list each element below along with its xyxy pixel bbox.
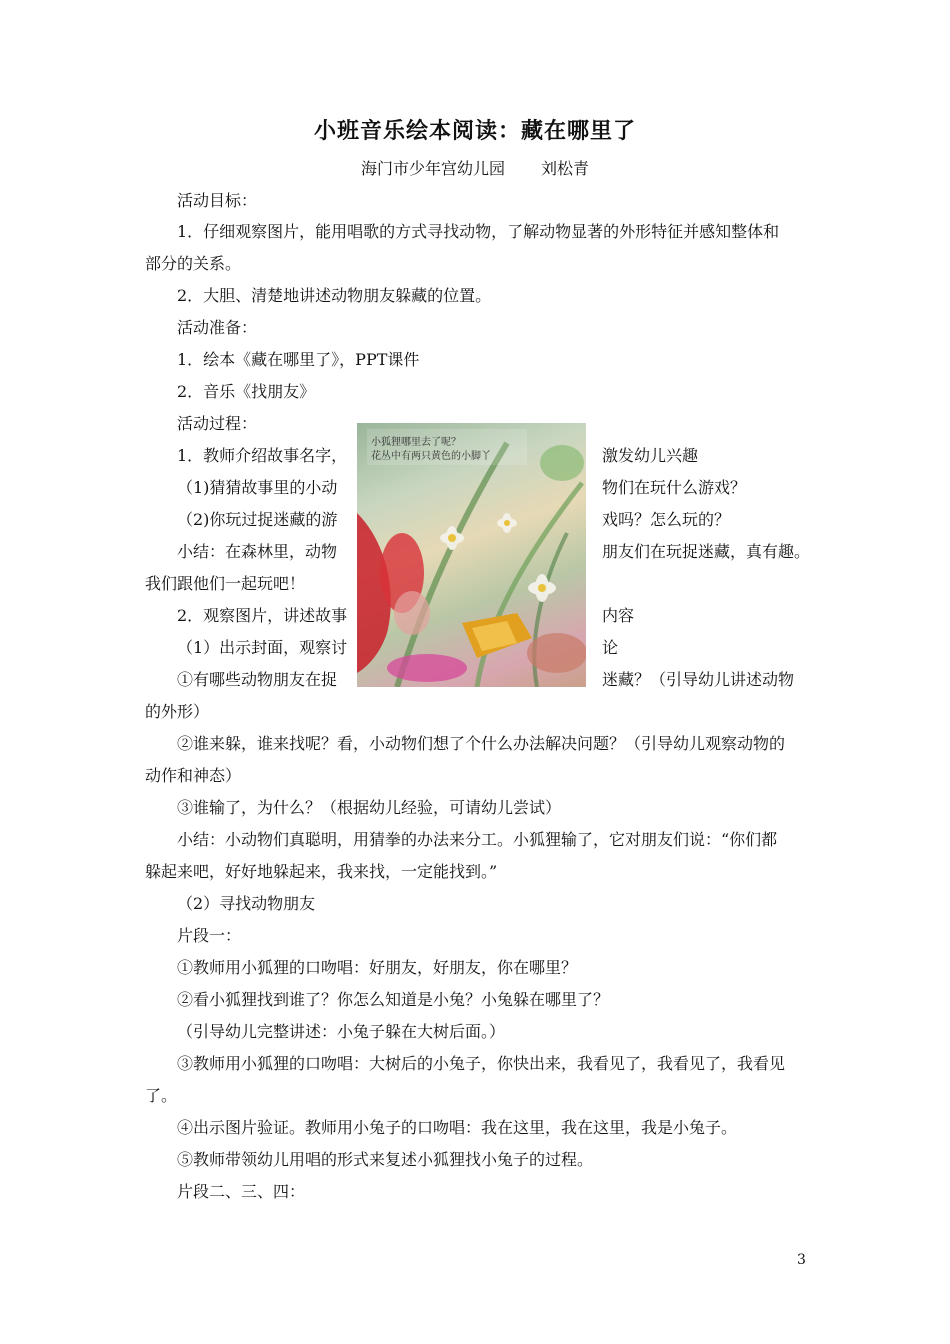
prep-2: 2．音乐《找朋友》 — [177, 382, 316, 401]
picture-book-cover-image — [357, 423, 586, 687]
fragment-1-item-4: ④出示图片验证。教师用小兔子的口吻唱：我在这里，我在这里，我是小兔子。 — [177, 1118, 738, 1137]
goals-heading: 活动目标： — [177, 191, 258, 210]
cover-q1-right: 迷藏？（引导幼儿讲述动物 — [602, 670, 795, 689]
fragment-1-item-3: ③教师用小狐狸的口吻唱：大树后的小兔子，你快出来，我看见了，我看见了，我看见 — [177, 1054, 786, 1073]
goal-1: 1．仔细观察图片，能用唱歌的方式寻找动物，了解动物显著的外形特征并感知整体和 — [177, 222, 780, 241]
question-1-right: 物们在玩什么游戏？ — [602, 478, 747, 497]
process-heading: 活动过程： — [177, 414, 258, 433]
summary-2-cont: 躲起来吧，好好地躲起来，我来找，一定能找到。” — [145, 862, 498, 881]
cover-q2: ②谁来躲，谁来找呢？看，小动物们想了个什么办法解决问题？（引导幼儿观察动物的 — [177, 734, 786, 753]
cover-q1-left: ①有哪些动物朋友在捉 — [177, 670, 338, 689]
step-2-right: 内容 — [602, 606, 635, 625]
fragment-1-item-1: ①教师用小狐狸的口吻唱：好朋友，好朋友，你在哪里？ — [177, 958, 578, 977]
question-1-left: （1)猜猜故事里的小动 — [177, 478, 338, 497]
cover-discuss-left: （1）出示封面，观察讨 — [177, 638, 348, 657]
page-number: 3 — [797, 1252, 806, 1268]
step-1-left: 1．教师介绍故事名字， — [177, 446, 348, 465]
picture-caption-2: 花丛中有两只黄色的小脚丫 — [371, 451, 491, 462]
step-1-right: 激发幼儿兴趣 — [602, 446, 699, 465]
step-2-left: 2．观察图片，讲述故事 — [177, 606, 348, 625]
cover-q1-cont: 的外形） — [145, 702, 210, 721]
author-line — [0, 156, 950, 179]
author-name: 刘松青 — [541, 159, 590, 178]
summary-1-left: 小结：在森林里，动物 — [177, 542, 338, 561]
prep-1: 1．绘本《藏在哪里了》，PPT课件 — [177, 350, 420, 369]
author-org: 海门市少年宫幼儿园 — [360, 159, 505, 178]
cover-q2-cont: 动作和神态） — [145, 766, 242, 785]
fragment-1-heading: 片段一： — [177, 926, 242, 945]
picture-caption-1: 小狐狸哪里去了呢？ — [371, 437, 461, 448]
fragment-1-item-5: ⑤教师带领幼儿用唱的形式来复述小狐狸找小兔子的过程。 — [177, 1150, 594, 1169]
question-2-right: 戏吗？怎么玩的？ — [602, 510, 731, 529]
prep-heading: 活动准备： — [177, 318, 258, 337]
cover-q3: ③谁输了，为什么？（根据幼儿经验，可请幼儿尝试） — [177, 798, 562, 817]
summary-2: 小结：小动物们真聪明，用猜拳的办法来分工。小狐狸输了，它对朋友们说：“你们都 — [177, 830, 778, 849]
goal-1-cont: 部分的关系。 — [145, 254, 242, 273]
cover-discuss-right: 论 — [602, 638, 619, 657]
fragment-1-item-2: ②看小狐狸找到谁了？你怎么知道是小兔？小兔躲在哪里了？ — [177, 990, 610, 1009]
document-title: 小班音乐绘本阅读：藏在哪里了 — [313, 119, 636, 144]
goal-2: 2．大胆、清楚地讲述动物朋友躲藏的位置。 — [177, 286, 492, 305]
summary-1-cont: 我们跟他们一起玩吧！ — [145, 574, 306, 593]
find-friends-heading: （2）寻找动物朋友 — [177, 894, 316, 913]
question-2-left: （2)你玩过捉迷藏的游 — [177, 510, 338, 529]
summary-1-right: 朋友们在玩捉迷藏，真有趣。 — [602, 542, 811, 561]
fragment-1-item-3-cont: 了。 — [145, 1086, 178, 1105]
fragment-1-guide: （引导幼儿完整讲述：小兔子躲在大树后面。） — [177, 1022, 506, 1041]
fragment-2-heading: 片段二、三、四： — [177, 1182, 306, 1201]
flower-illustration — [357, 423, 586, 687]
